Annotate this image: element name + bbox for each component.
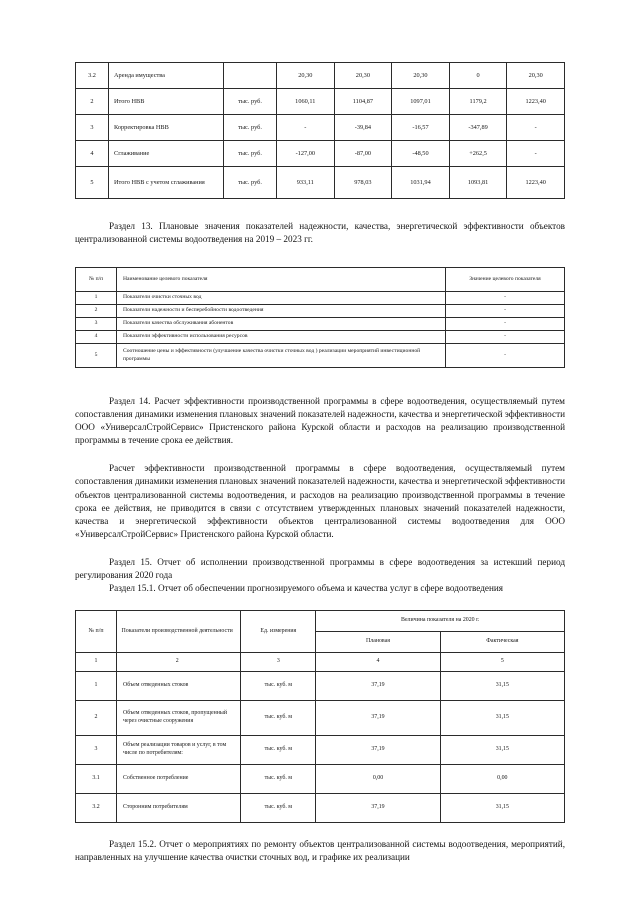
report-row-number: 3.1: [76, 764, 117, 793]
report-row-number: 1: [76, 671, 117, 700]
nvv-row-value-4: 0: [449, 63, 507, 89]
spacer: [75, 447, 565, 462]
goals-row-number: 2: [76, 305, 117, 318]
table-row: [76, 318, 565, 331]
nvv-row-name: Итого НВВ с учетом сглаживания: [109, 167, 224, 199]
report-row-number: 2: [76, 700, 117, 735]
goals-header-indicator: Наименование целевого показателя: [117, 268, 446, 292]
nvv-row-value-4: -347,89: [449, 115, 507, 141]
report-index-fact: 5: [440, 652, 564, 671]
nvv-row-number: 5: [76, 167, 109, 199]
goals-row-indicator: Показатели надежности и бесперебойности водоотведения: [117, 305, 446, 318]
report-row-unit: тыс. куб. м: [241, 671, 316, 700]
nvv-row-unit: тыс. руб.: [224, 115, 277, 141]
nvv-row-value-5: -: [507, 115, 565, 141]
report-row-unit: тыс. куб. м: [241, 764, 316, 793]
nvv-row-unit: [224, 63, 277, 89]
section-15-1-heading: Раздел 15.1. Отчет об обеспечении прогнозируемого объема и качества услуг в сфере водоотведения: [109, 582, 504, 593]
goals-row-number: 1: [76, 292, 117, 305]
spacer: [75, 368, 565, 395]
report-row-unit: тыс. куб. м: [241, 700, 316, 735]
table-row: [76, 700, 565, 735]
nvv-row-name: Корректировка НВВ: [109, 115, 224, 141]
goals-row-number: 4: [76, 331, 117, 344]
table-row: [76, 671, 565, 700]
nvv-row-value-1: -127,00: [277, 141, 335, 167]
report-index-number: 1: [76, 652, 117, 671]
section-15-2-heading: Раздел 15.2. Отчет о мероприятиях по ремонту объектов централизованной системы водоотведения, мероприятий, направленных на улучшение качества очистки сточных вод, и графике их реализации: [75, 838, 565, 862]
report-index-plan: 4: [316, 652, 440, 671]
nvv-table: [75, 62, 565, 199]
nvv-row-value-5: 1223,40: [507, 89, 565, 115]
report-index-indicator: 2: [117, 652, 241, 671]
goals-table-head: [76, 268, 565, 292]
nvv-row-value-2: -39,84: [334, 115, 392, 141]
table-row: [76, 63, 565, 89]
nvv-row-value-2: 20,30: [334, 63, 392, 89]
nvv-row-value-4: 1093,81: [449, 167, 507, 199]
report-row-plan: 37,19: [316, 793, 440, 822]
table-row: [76, 292, 565, 305]
table-row: [76, 793, 565, 822]
nvv-row-unit: тыс. руб.: [224, 89, 277, 115]
report-row-indicator: Объем реализации товаров и услуг, в том числе по потребителям:: [117, 735, 241, 764]
report-header-plan: Плановая: [316, 631, 440, 652]
goals-header-number: № п/п: [76, 268, 117, 292]
table-row: [76, 167, 565, 199]
nvv-row-value-4: 1179,2: [449, 89, 507, 115]
report-row-indicator: Сторонним потребителям: [117, 793, 241, 822]
report-row-plan: 0,00: [316, 764, 440, 793]
goals-row-value: -: [446, 318, 565, 331]
report-row-fact: 31,15: [440, 793, 564, 822]
table-row: [76, 141, 565, 167]
nvv-row-value-1: 1060,11: [277, 89, 335, 115]
goals-row-indicator: Показатели качества обслуживания абонентов: [117, 318, 446, 331]
section-13-heading: Раздел 13. Плановые значения показателей надежности, качества, энергетической эффективности объектов централизованной системы водоотведения на 2019 – 2023 гг.: [75, 221, 565, 245]
report-row-plan: 37,19: [316, 735, 440, 764]
nvv-row-value-5: -: [507, 141, 565, 167]
nvv-row-number: 4: [76, 141, 109, 167]
section-14-paragraph-2: Расчет эффективности производственной программы в сфере водоотведения, осуществляемый путем сопоставления динамики изменения плановых значений показателей надежности, качества и энергетической эффективности объектов централизованной системы водоотведения, и расходов на реализацию производственной программы в течение срока ее действия, не приводится в связи с отсутствием утвержденных плановых значений показателей надежности, качества и энергетической эффективности объектов централизованной системы водоотведения для ООО «УниверсалСтройСервис» Пристенского района Курской области.: [75, 463, 565, 539]
spacer: [75, 595, 565, 610]
goals-row-value: -: [446, 331, 565, 344]
nvv-row-value-1: 20,30: [277, 63, 335, 89]
goals-row-number: 5: [76, 344, 117, 368]
table-index-row: [76, 652, 565, 671]
nvv-row-value-2: 1104,87: [334, 89, 392, 115]
goals-row-indicator: Соотношение цены и эффективности (улучшение качества очистки сточных вод ) реализации мероприятий инвестиционной программы: [117, 344, 446, 368]
table-header-row: [76, 610, 565, 631]
report-row-indicator: Объем отведенных стоков: [117, 671, 241, 700]
report-row-indicator: Собственное потребление: [117, 764, 241, 793]
nvv-row-value-1: -: [277, 115, 335, 141]
nvv-row-unit: тыс. руб.: [224, 167, 277, 199]
report-header-group: Величина показателя на 2020 г.: [316, 610, 565, 631]
nvv-row-value-5: 1223,40: [507, 167, 565, 199]
report-row-plan: 37,19: [316, 700, 440, 735]
nvv-row-value-5: 20,30: [507, 63, 565, 89]
nvv-row-value-3: 1031,94: [392, 167, 450, 199]
report-row-fact: 31,15: [440, 700, 564, 735]
report-row-plan: 37,19: [316, 671, 440, 700]
table-row: [76, 344, 565, 368]
table-row: [76, 89, 565, 115]
report-row-number: 3: [76, 735, 117, 764]
nvv-row-name: Аренда имущества: [109, 63, 224, 89]
report-row-unit: тыс. куб. м: [241, 735, 316, 764]
nvv-row-number: 3.2: [76, 63, 109, 89]
goals-row-value: -: [446, 305, 565, 318]
report-table-head: [76, 610, 565, 652]
report-header-number: № п/п: [76, 610, 117, 652]
table-row: [76, 735, 565, 764]
goals-row-number: 3: [76, 318, 117, 331]
report-header-fact: Фактическая: [440, 631, 564, 652]
goals-row-value: -: [446, 292, 565, 305]
nvv-row-number: 3: [76, 115, 109, 141]
spacer: [75, 541, 565, 556]
goals-row-indicator: Показатели очистки сточных вод: [117, 292, 446, 305]
nvv-row-number: 2: [76, 89, 109, 115]
report-row-fact: 31,15: [440, 735, 564, 764]
spacer: [75, 199, 565, 220]
report-row-indicator: Объем отведенных стоков, пропущенный через очистные сооружения: [117, 700, 241, 735]
goals-table-body: [76, 292, 565, 368]
report-header-unit: Ед. измерения: [241, 610, 316, 652]
nvv-row-name: Сглаживание: [109, 141, 224, 167]
spacer: [75, 246, 565, 267]
section-15-heading: Раздел 15. Отчет об исполнении производственной программы в сфере водоотведения за истекший период регулирования 2020 года: [75, 556, 565, 580]
nvv-row-value-3: -16,57: [392, 115, 450, 141]
nvv-row-name: Итого НВВ: [109, 89, 224, 115]
nvv-row-value-3: 1097,01: [392, 89, 450, 115]
goals-table: [75, 267, 565, 368]
nvv-row-value-2: -87,00: [334, 141, 392, 167]
report-table-body: [76, 652, 565, 822]
report-table: [75, 610, 565, 823]
nvv-row-unit: тыс. руб.: [224, 141, 277, 167]
section-14-paragraph-1: Раздел 14. Расчет эффективности производственной программы в сфере водоотведения, осуществляемый путем сопоставления динамики изменения плановых значений показателей надежности, качества и энергетической эффективности ООО «УниверсалСтройСервис» Пристенского района Курской области и расходов на реализацию производственной программы в течение срока ее действия.: [75, 396, 565, 446]
nvv-table-body: [76, 63, 565, 199]
goals-header-value: Значение целевого показателя: [446, 268, 565, 292]
nvv-row-value-4: +262,5: [449, 141, 507, 167]
nvv-row-value-3: 20,30: [392, 63, 450, 89]
nvv-row-value-1: 933,11: [277, 167, 335, 199]
table-row: [76, 331, 565, 344]
goals-row-indicator: Показатели эффективности использования ресурсов: [117, 331, 446, 344]
table-row: [76, 115, 565, 141]
report-row-fact: 0,00: [440, 764, 564, 793]
table-header-row: [76, 268, 565, 292]
goals-row-value: -: [446, 344, 565, 368]
table-row: [76, 305, 565, 318]
nvv-row-value-3: -48,50: [392, 141, 450, 167]
nvv-row-value-2: 978,03: [334, 167, 392, 199]
report-row-number: 3.2: [76, 793, 117, 822]
report-header-indicator: Показатели производственной деятельности: [117, 610, 241, 652]
report-index-unit: 3: [241, 652, 316, 671]
table-row: [76, 764, 565, 793]
report-row-fact: 31,15: [440, 671, 564, 700]
spacer: [75, 823, 565, 838]
report-row-unit: тыс. куб. м: [241, 793, 316, 822]
